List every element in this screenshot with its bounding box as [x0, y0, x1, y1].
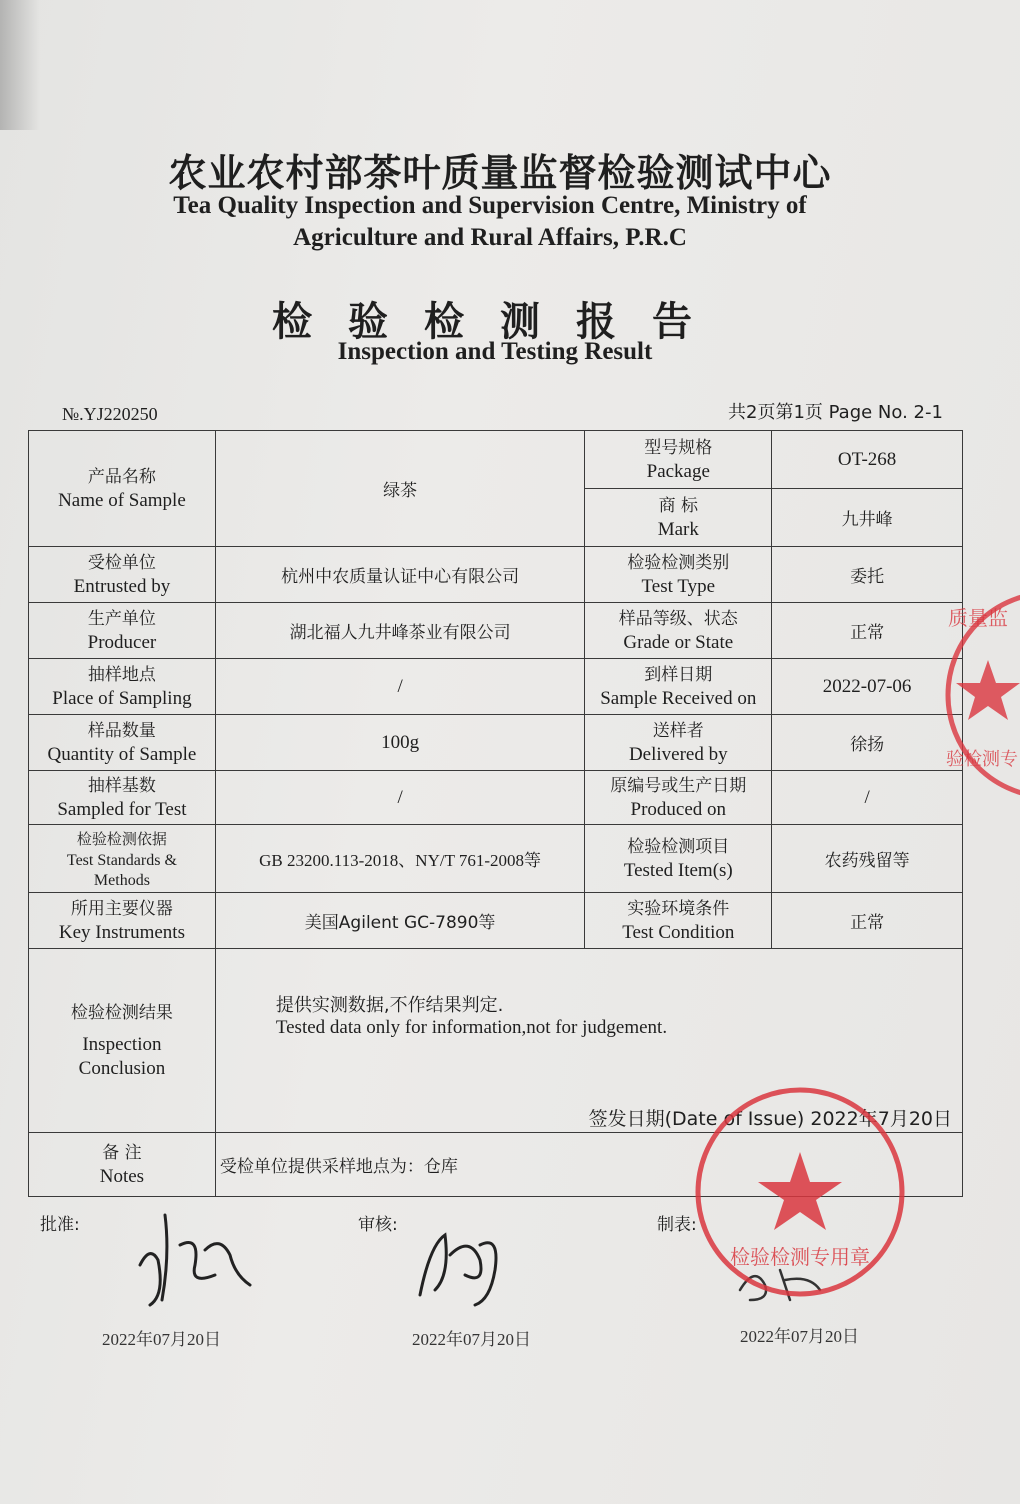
report-title-en: Inspection and Testing Result [337, 338, 653, 365]
value-produced-on: / [772, 771, 963, 825]
org-name-en-line1: Tea Quality Inspection and Supervision Centre, Ministry of [173, 192, 807, 219]
review-signature [410, 1215, 520, 1315]
label-sample-name: 产品名称 Name of Sample [29, 431, 216, 547]
report-number: №.YJ220250 [62, 404, 158, 424]
label-package: 型号规格 Package [585, 431, 772, 489]
label-test-type: 检验检测类别 Test Type [585, 547, 772, 603]
page-shadow [0, 0, 40, 130]
conclusion-text-en: Tested data only for information,not for judgement. [275, 1017, 668, 1038]
partial-seal-top-text: 质量监 [948, 606, 1008, 630]
value-received-on: 2022-07-06 [772, 659, 963, 715]
value-delivered-by: 徐扬 [772, 715, 963, 771]
label-mark: 商 标 Mark [585, 489, 772, 547]
partial-seal-bottom-text: 验检测专 [946, 749, 1018, 770]
value-grade: 正常 [772, 603, 963, 659]
approve-label: 批准: [40, 1215, 80, 1235]
approve-signature [120, 1205, 270, 1315]
label-producer: 生产单位 Producer [29, 603, 216, 659]
label-received-on: 到样日期 Sample Received on [585, 659, 772, 715]
value-tested-items: 农药残留等 [772, 825, 963, 893]
org-name-en-line2: Agriculture and Rural Affairs, P.R.C [293, 224, 687, 251]
value-producer: 湖北福人九井峰茶业有限公司 [215, 603, 585, 659]
value-sample-name: 绿茶 [215, 431, 585, 547]
label-conclusion: 检验检测结果 Inspection Conclusion [29, 949, 216, 1133]
review-label: 审核: [358, 1215, 398, 1235]
label-standards: 检验检测依据 Test Standards & Methods [29, 825, 216, 893]
prepare-label: 制表: [657, 1215, 697, 1235]
value-place: / [215, 659, 585, 715]
value-package: OT-268 [772, 431, 963, 489]
label-condition: 实验环境条件 Test Condition [585, 893, 772, 949]
value-sampled: / [215, 771, 585, 825]
label-place: 抽样地点 Place of Sampling [29, 659, 216, 715]
label-quantity: 样品数量 Quantity of Sample [29, 715, 216, 771]
conclusion-text-cn: 提供实测数据,不作结果判定. [275, 995, 504, 1016]
value-quantity: 100g [215, 715, 585, 771]
seal-text: 检验检测专用章 [730, 1245, 870, 1269]
value-standards: GB 23200.113-2018、NY/T 761-2008等 [215, 825, 585, 893]
value-condition: 正常 [772, 893, 963, 949]
label-notes: 备 注 Notes [29, 1133, 216, 1197]
label-delivered-by: 送样者 Delivered by [585, 715, 772, 771]
label-grade: 样品等级、状态 Grade or State [585, 603, 772, 659]
value-instruments: 美国Agilent GC-7890等 [215, 893, 585, 949]
page-info: 共2页第1页 Page No. 2-1 [728, 402, 943, 423]
value-mark: 九井峰 [772, 489, 963, 547]
review-date: 2022年07月20日 [412, 1330, 531, 1349]
label-produced-on: 原编号或生产日期 Produced on [585, 771, 772, 825]
approve-date: 2022年07月20日 [102, 1330, 221, 1349]
prepare-date: 2022年07月20日 [740, 1327, 859, 1346]
value-test-type: 委托 [772, 547, 963, 603]
label-sampled: 抽样基数 Sampled for Test [29, 771, 216, 825]
org-name-cn: 农业农村部茶叶质量监督检验测试中心 [168, 151, 832, 195]
label-instruments: 所用主要仪器 Key Instruments [29, 893, 216, 949]
official-seal [690, 1082, 910, 1302]
partial-seal [940, 585, 1020, 805]
report-title-cn: 检验检测报告 [272, 299, 728, 345]
label-tested-items: 检验检测项目 Tested Item(s) [585, 825, 772, 893]
issue-date: 签发日期(Date of Issue) 2022年7月20日 [588, 1108, 952, 1130]
label-entrusted-by: 受检单位 Entrusted by [29, 547, 216, 603]
value-notes: 受检单位提供采样地点为：仓库 [215, 1133, 962, 1197]
value-entrusted-by: 杭州中农质量认证中心有限公司 [215, 547, 585, 603]
